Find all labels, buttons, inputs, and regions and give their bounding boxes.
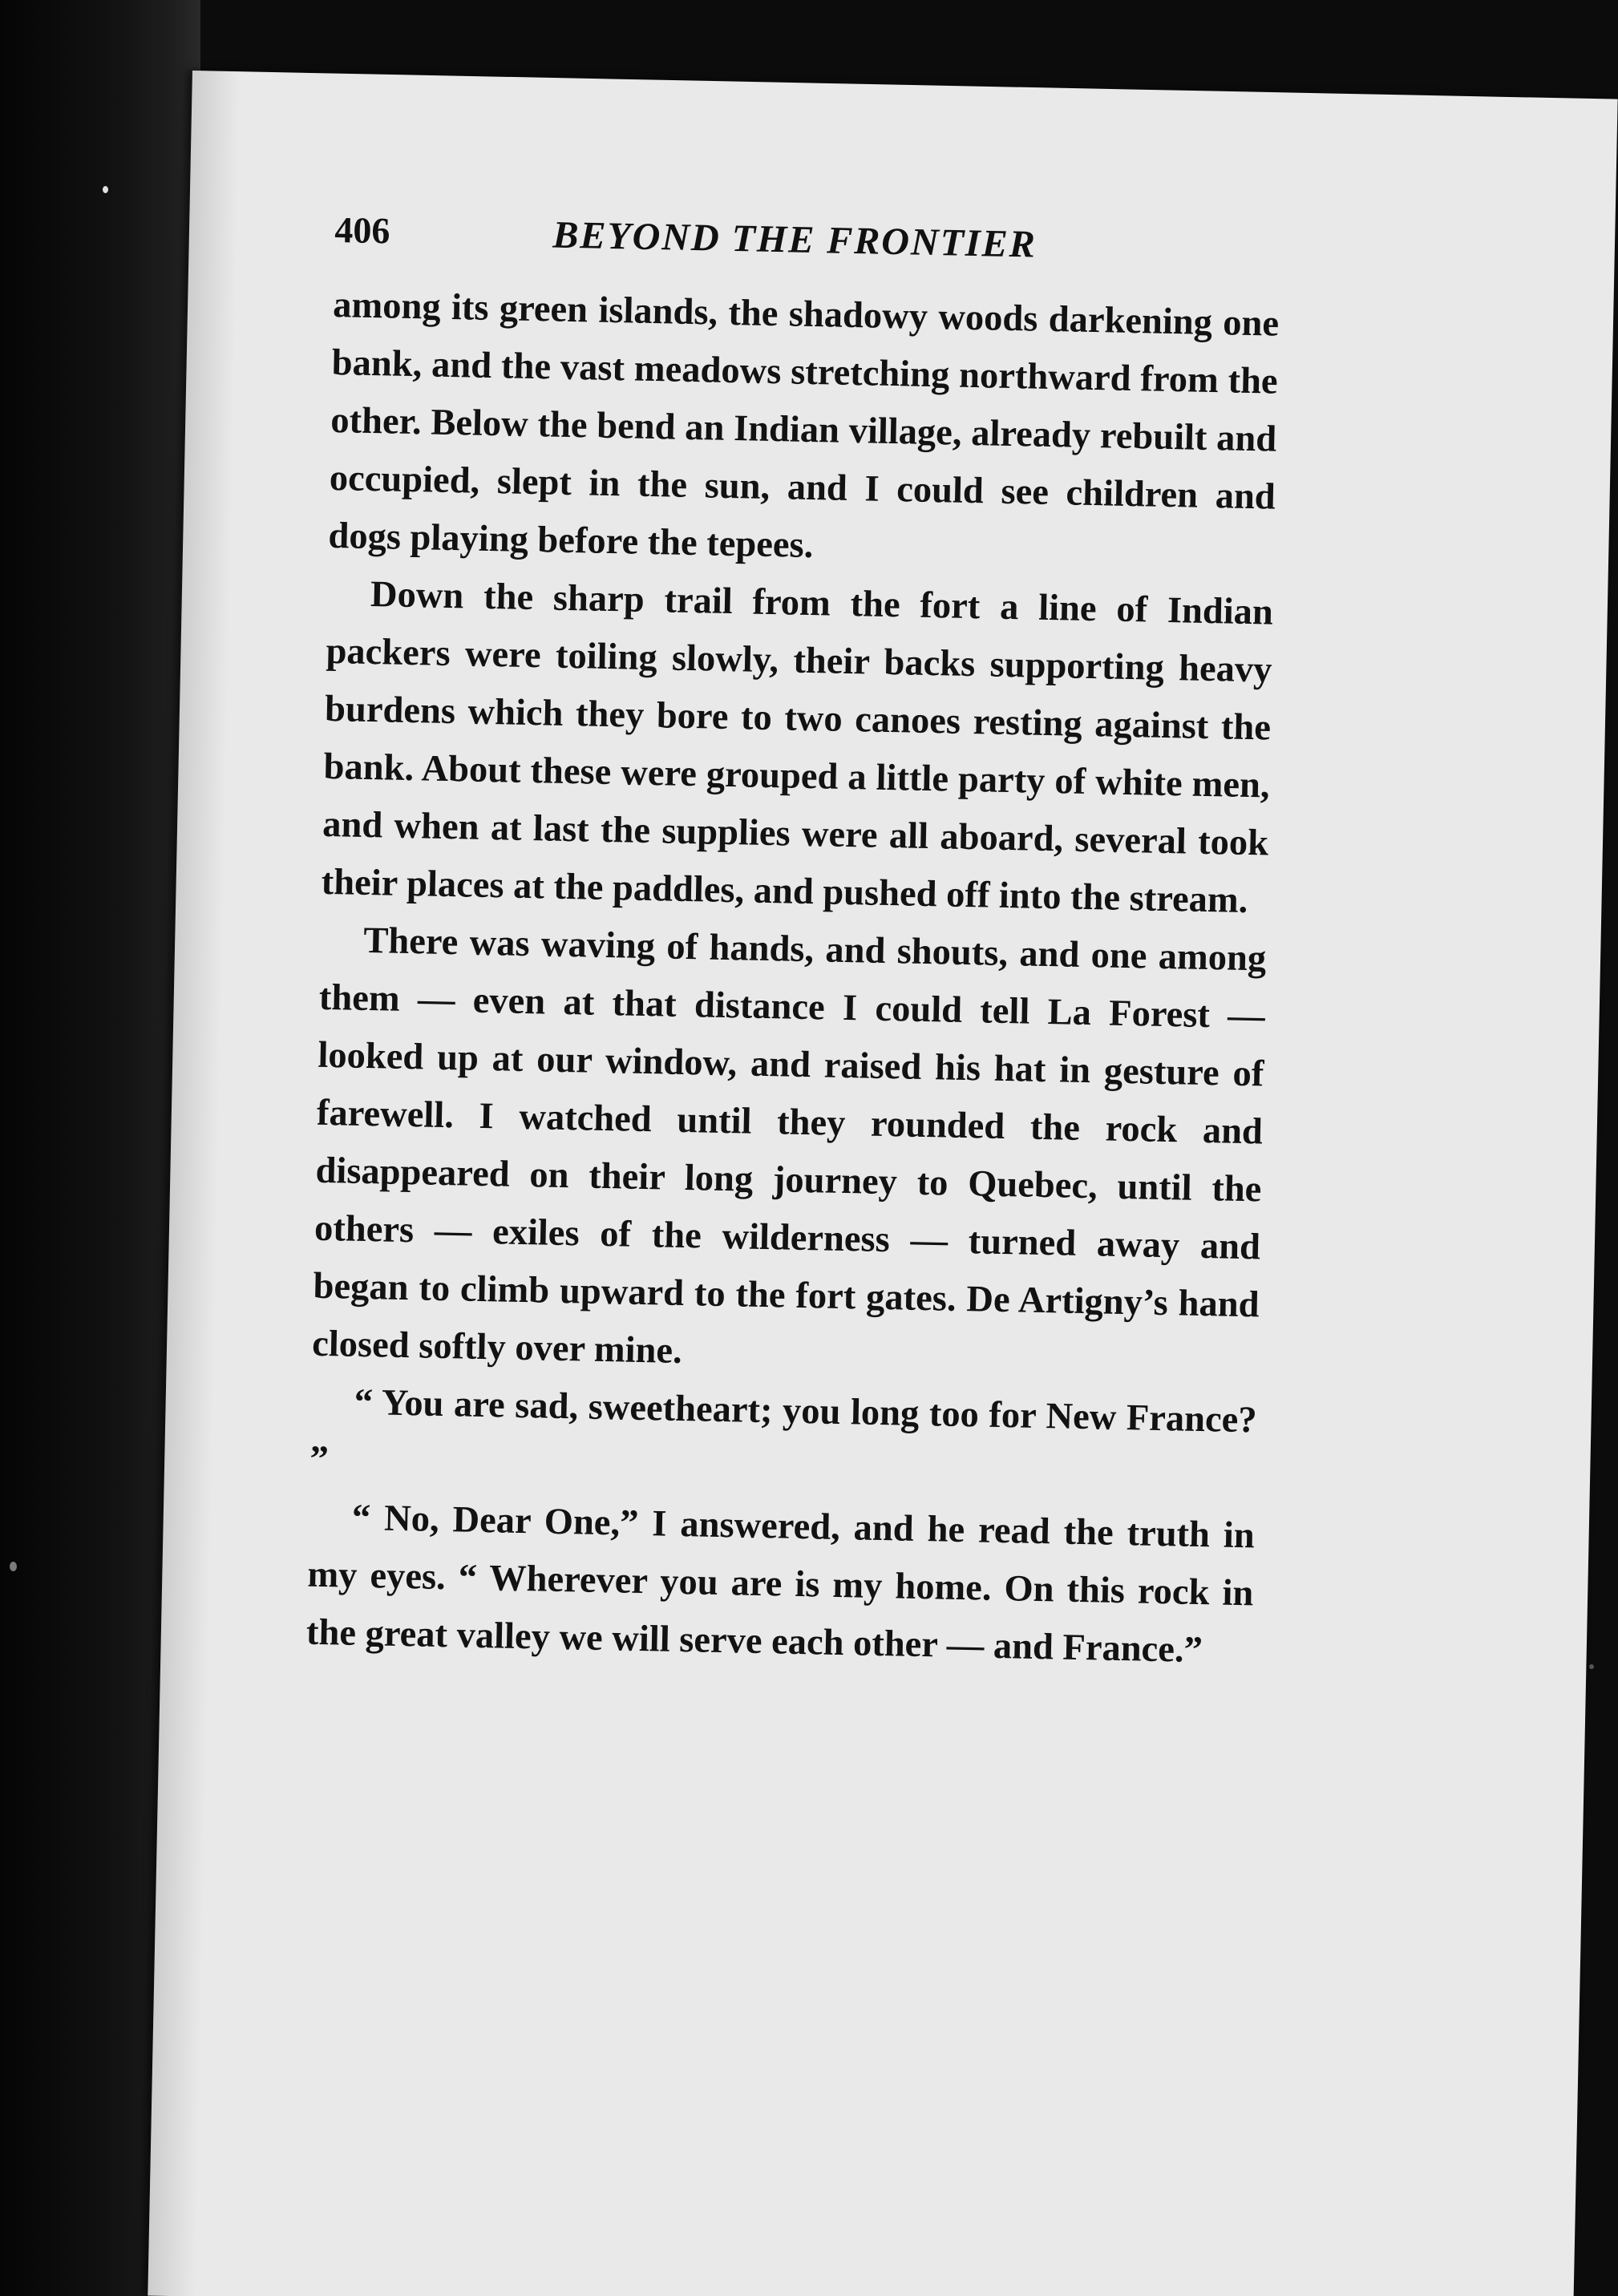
paragraph: There was waving of hands, and shouts, and one among them — even at that distance I could tell La Forest — looked up at our window, and raised his hat in gesture of farewell. I watched until they rounded the rock and disappeared on their long journey to Quebec, until the others — exiles of the wilderness — turned away and began to climb upward to the fort gates. De Artigny’s hand closed softly over mine. bbox=[311, 920, 1267, 1372]
paragraph: among its green islands, the shadowy woods darkening one bank, and the vast meadows stretching northward from the other. Below the bend an Indian village, already rebuilt and occupied, slept in the sun, and I could see children and dogs playing before the tepees. bbox=[327, 284, 1280, 567]
scan-speck bbox=[10, 1562, 17, 1571]
running-title: BEYOND THE FRONTIER bbox=[552, 213, 1038, 266]
scan-speck bbox=[103, 186, 108, 193]
body-text bbox=[305, 277, 1279, 1680]
paragraph: Down the sharp trail from the fort a line of Indian packers were toiling slowly, their backs supporting heavy burdens which they bore to two canoes resting against the bank. About these were grouped a little party of white men, and when at last the supplies were all aboard, several took their places at the paddles, and pushed off into the stream. bbox=[321, 574, 1274, 922]
paragraph: “ You are sad, sweetheart; you long too for New France? ” bbox=[309, 1381, 1258, 1481]
page-number: 406 bbox=[334, 208, 390, 252]
scan-speck bbox=[1589, 1664, 1594, 1669]
paragraph: “ No, Dear One,” I answered, and he read the truth in my eyes. “ Wherever you are is my home. On this rock in the great valley we will serve each other — and France.” bbox=[305, 1497, 1256, 1671]
